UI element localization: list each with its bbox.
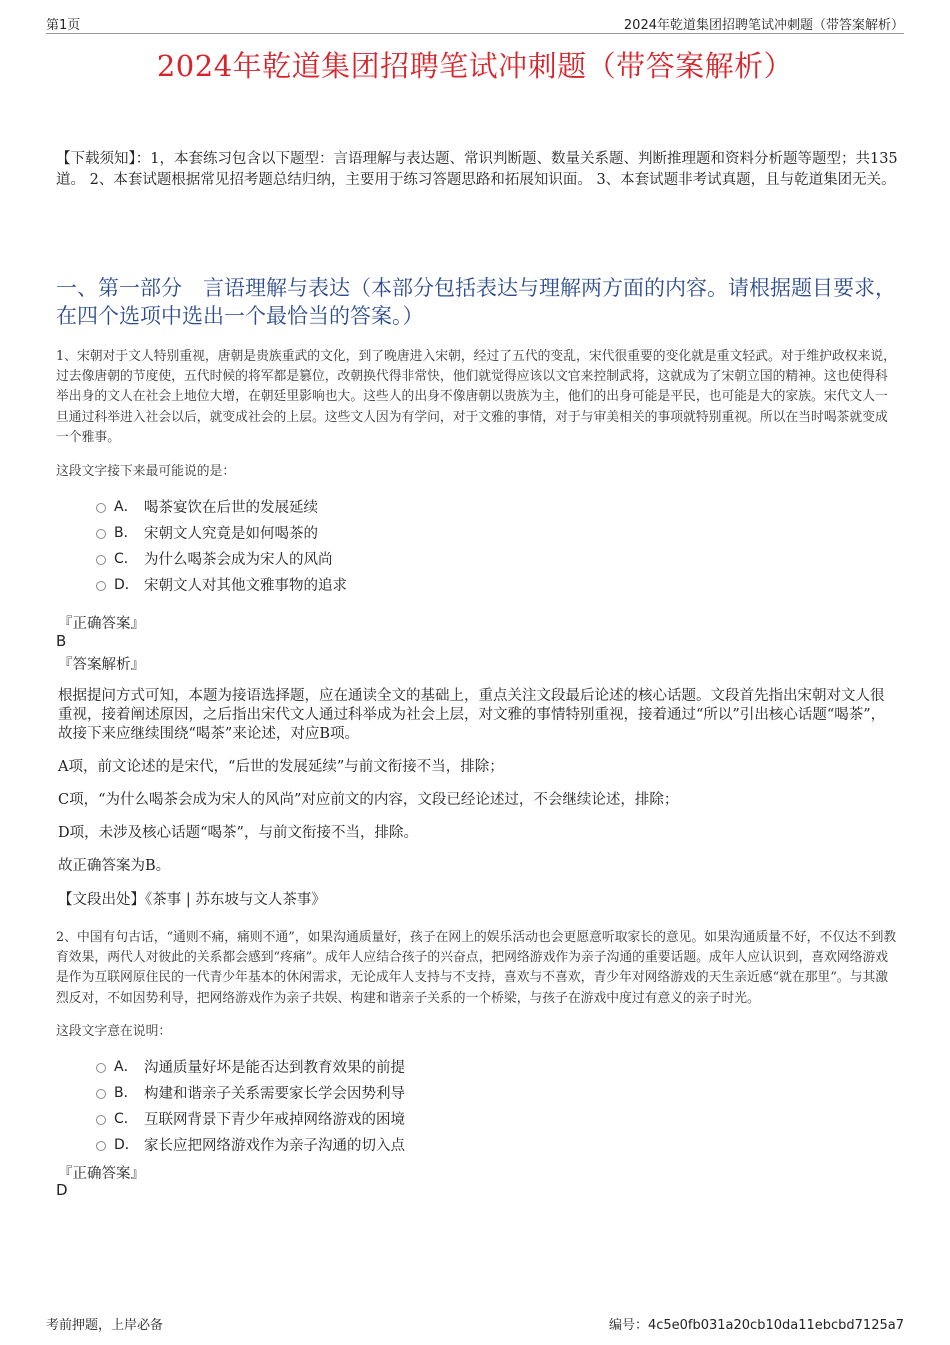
- download-notice: 【下载须知】：1，本套练习包含以下题型：言语理解与表达题、常识判断题、数量关系题、判断推理题和资料分析题等题型；共135道。 2、本套试题根据常见招考题总结归纳，主要用于练习答题思路和拓展知识面。 3、本套试题非考试真题，且与乾道集团无关。: [56, 151, 898, 188]
- radio-icon[interactable]: [96, 1063, 106, 1073]
- radio-icon[interactable]: [96, 529, 106, 539]
- question-2-option-d[interactable]: D． 家长应把网络游戏作为亲子沟通的切入点: [96, 1133, 405, 1155]
- question-2-option-c[interactable]: C． 互联网背景下青少年戒掉网络游戏的困境: [96, 1107, 405, 1129]
- question-2-text: 2、中国有句古话，“通则不痛，痛则不通”，如果沟通质量好，孩子在网上的娱乐活动也会更愿意听取家长的意见。如果沟通质量不好，不仅达不到教育效果，两代人对彼此的关系都会感到“疼痛”。成年人应结合孩子的兴奋点，把网络游戏作为亲子沟通的重要话题。成年人应认识到，喜欢网络游戏是作为互联网原住民的一代青少年基本的休闲需求，无论成年人支持与不支持，喜欢与不喜欢，青少年对网络游戏的天生亲近感“就在那里”。与其激烈反对，不如因势利导，把网络游戏作为亲子共娱、构建和谐亲子关系的一个桥梁，与孩子在游戏中度过有意义的亲子时光。: [56, 930, 897, 1006]
- question-2-option-b[interactable]: B． 构建和谐亲子关系需要家长学会因势利导: [96, 1081, 405, 1103]
- question-1-analysis-option-c: C项，“为什么喝茶会成为宋人的风尚”对应前文的内容，文段已经论述过，不会继续论述，排除；: [58, 792, 679, 808]
- question-1-source: 【文段出处】《茶事 | 苏东坡与文人茶事》: [58, 892, 326, 908]
- question-1-option-c[interactable]: C． 为什么喝茶会成为宋人的风尚: [96, 547, 333, 569]
- radio-icon[interactable]: [96, 581, 106, 591]
- section-heading: 一、第一部分 言语理解与表达（本部分包括表达与理解两方面的内容。请根据题目要求，在四个选项中选出一个最恰当的答案。）: [56, 276, 896, 328]
- header-doc-title: 2024年乾道集团招聘笔试冲刺题（带答案解析）: [623, 18, 904, 33]
- question-1-analysis-label: 『答案解析』: [58, 657, 145, 673]
- question-1-answer: B: [56, 632, 67, 650]
- document-title: 2024年乾道集团招聘笔试冲刺题（带答案解析）: [156, 49, 794, 83]
- question-2-prompt: 这段文字意在说明：: [56, 1024, 172, 1039]
- footer-code-value: 4c5e0fb031a20cb10da11ebcbd7125a7: [647, 1318, 904, 1333]
- radio-icon[interactable]: [96, 555, 106, 565]
- question-1-text: 1、宋朝对于文人特别重视，唐朝是贵族重武的文化，到了晚唐进入宋朝，经过了五代的变乱，宋代很重要的变化就是重文轻武。对于维护政权来说，过去像唐朝的节度使，五代时候的将军都是篡位，改朝换代得非常快，他们就觉得应该以文官来控制武将，这就成为了宋朝立国的精神。这也使得科举出身的文人在社会上地位大增，在朝廷里影响也大。这些人的出身不像唐朝以贵族为主，他们的出身可能是平民，也可能是大的家族。宋代文人一旦通过科举进入社会以后，就变成社会的上层。这些文人因为有学问，对于文雅的事情，对于与审美相关的事项就特别重视。所以在当时喝茶就变成一个雅事。: [56, 349, 896, 445]
- radio-icon[interactable]: [96, 1115, 106, 1125]
- footer-slogan: 考前押题，上岸必备: [46, 1318, 164, 1333]
- radio-icon[interactable]: [96, 1141, 106, 1151]
- question-1-analysis-option-d: D项，未涉及核心话题“喝茶”，与前文衔接不当，排除。: [58, 825, 418, 841]
- page-number: 第1页: [46, 18, 81, 33]
- question-1-option-d[interactable]: D． 宋朝文人对其他文雅事物的追求: [96, 573, 347, 595]
- question-1-analysis-option-a: A项，前文论述的是宋代，“后世的发展延续”与前文衔接不当，排除；: [58, 759, 504, 775]
- radio-icon[interactable]: [96, 1089, 106, 1099]
- question-1-option-b[interactable]: B． 宋朝文人究竟是如何喝茶的: [96, 521, 318, 543]
- question-1-prompt: 这段文字接下来最可能说的是：: [56, 464, 236, 479]
- radio-icon[interactable]: [96, 503, 106, 513]
- question-1-option-a[interactable]: A． 喝茶宴饮在后世的发展延续: [96, 495, 318, 517]
- question-2-option-a[interactable]: A． 沟通质量好坏是能否达到教育效果的前提: [96, 1055, 405, 1077]
- footer-code: [609, 1314, 904, 1333]
- header-divider: [46, 33, 904, 34]
- question-1-analysis-para: 根据提问方式可知，本题为接语选择题，应在通读全文的基础上，重点关注文段最后论述的核心话题。文段首先指出宋朝对文人很重视，接着阐述原因，之后指出宋代文人通过科举成为社会上层，对文雅的事情特别重视，接着通过“所以”引出核心话题“喝茶”，故接下来应继续围绕“喝茶”来论述，对应B项。: [58, 688, 886, 742]
- question-1-answer-label: 『正确答案』: [58, 616, 145, 632]
- question-2-answer: D: [56, 1181, 68, 1199]
- question-2-answer-label: 『正确答案』: [58, 1166, 145, 1182]
- footer-code-label: 编号：: [608, 1318, 648, 1333]
- question-1-conclusion: 故正确答案为B。: [58, 858, 171, 874]
